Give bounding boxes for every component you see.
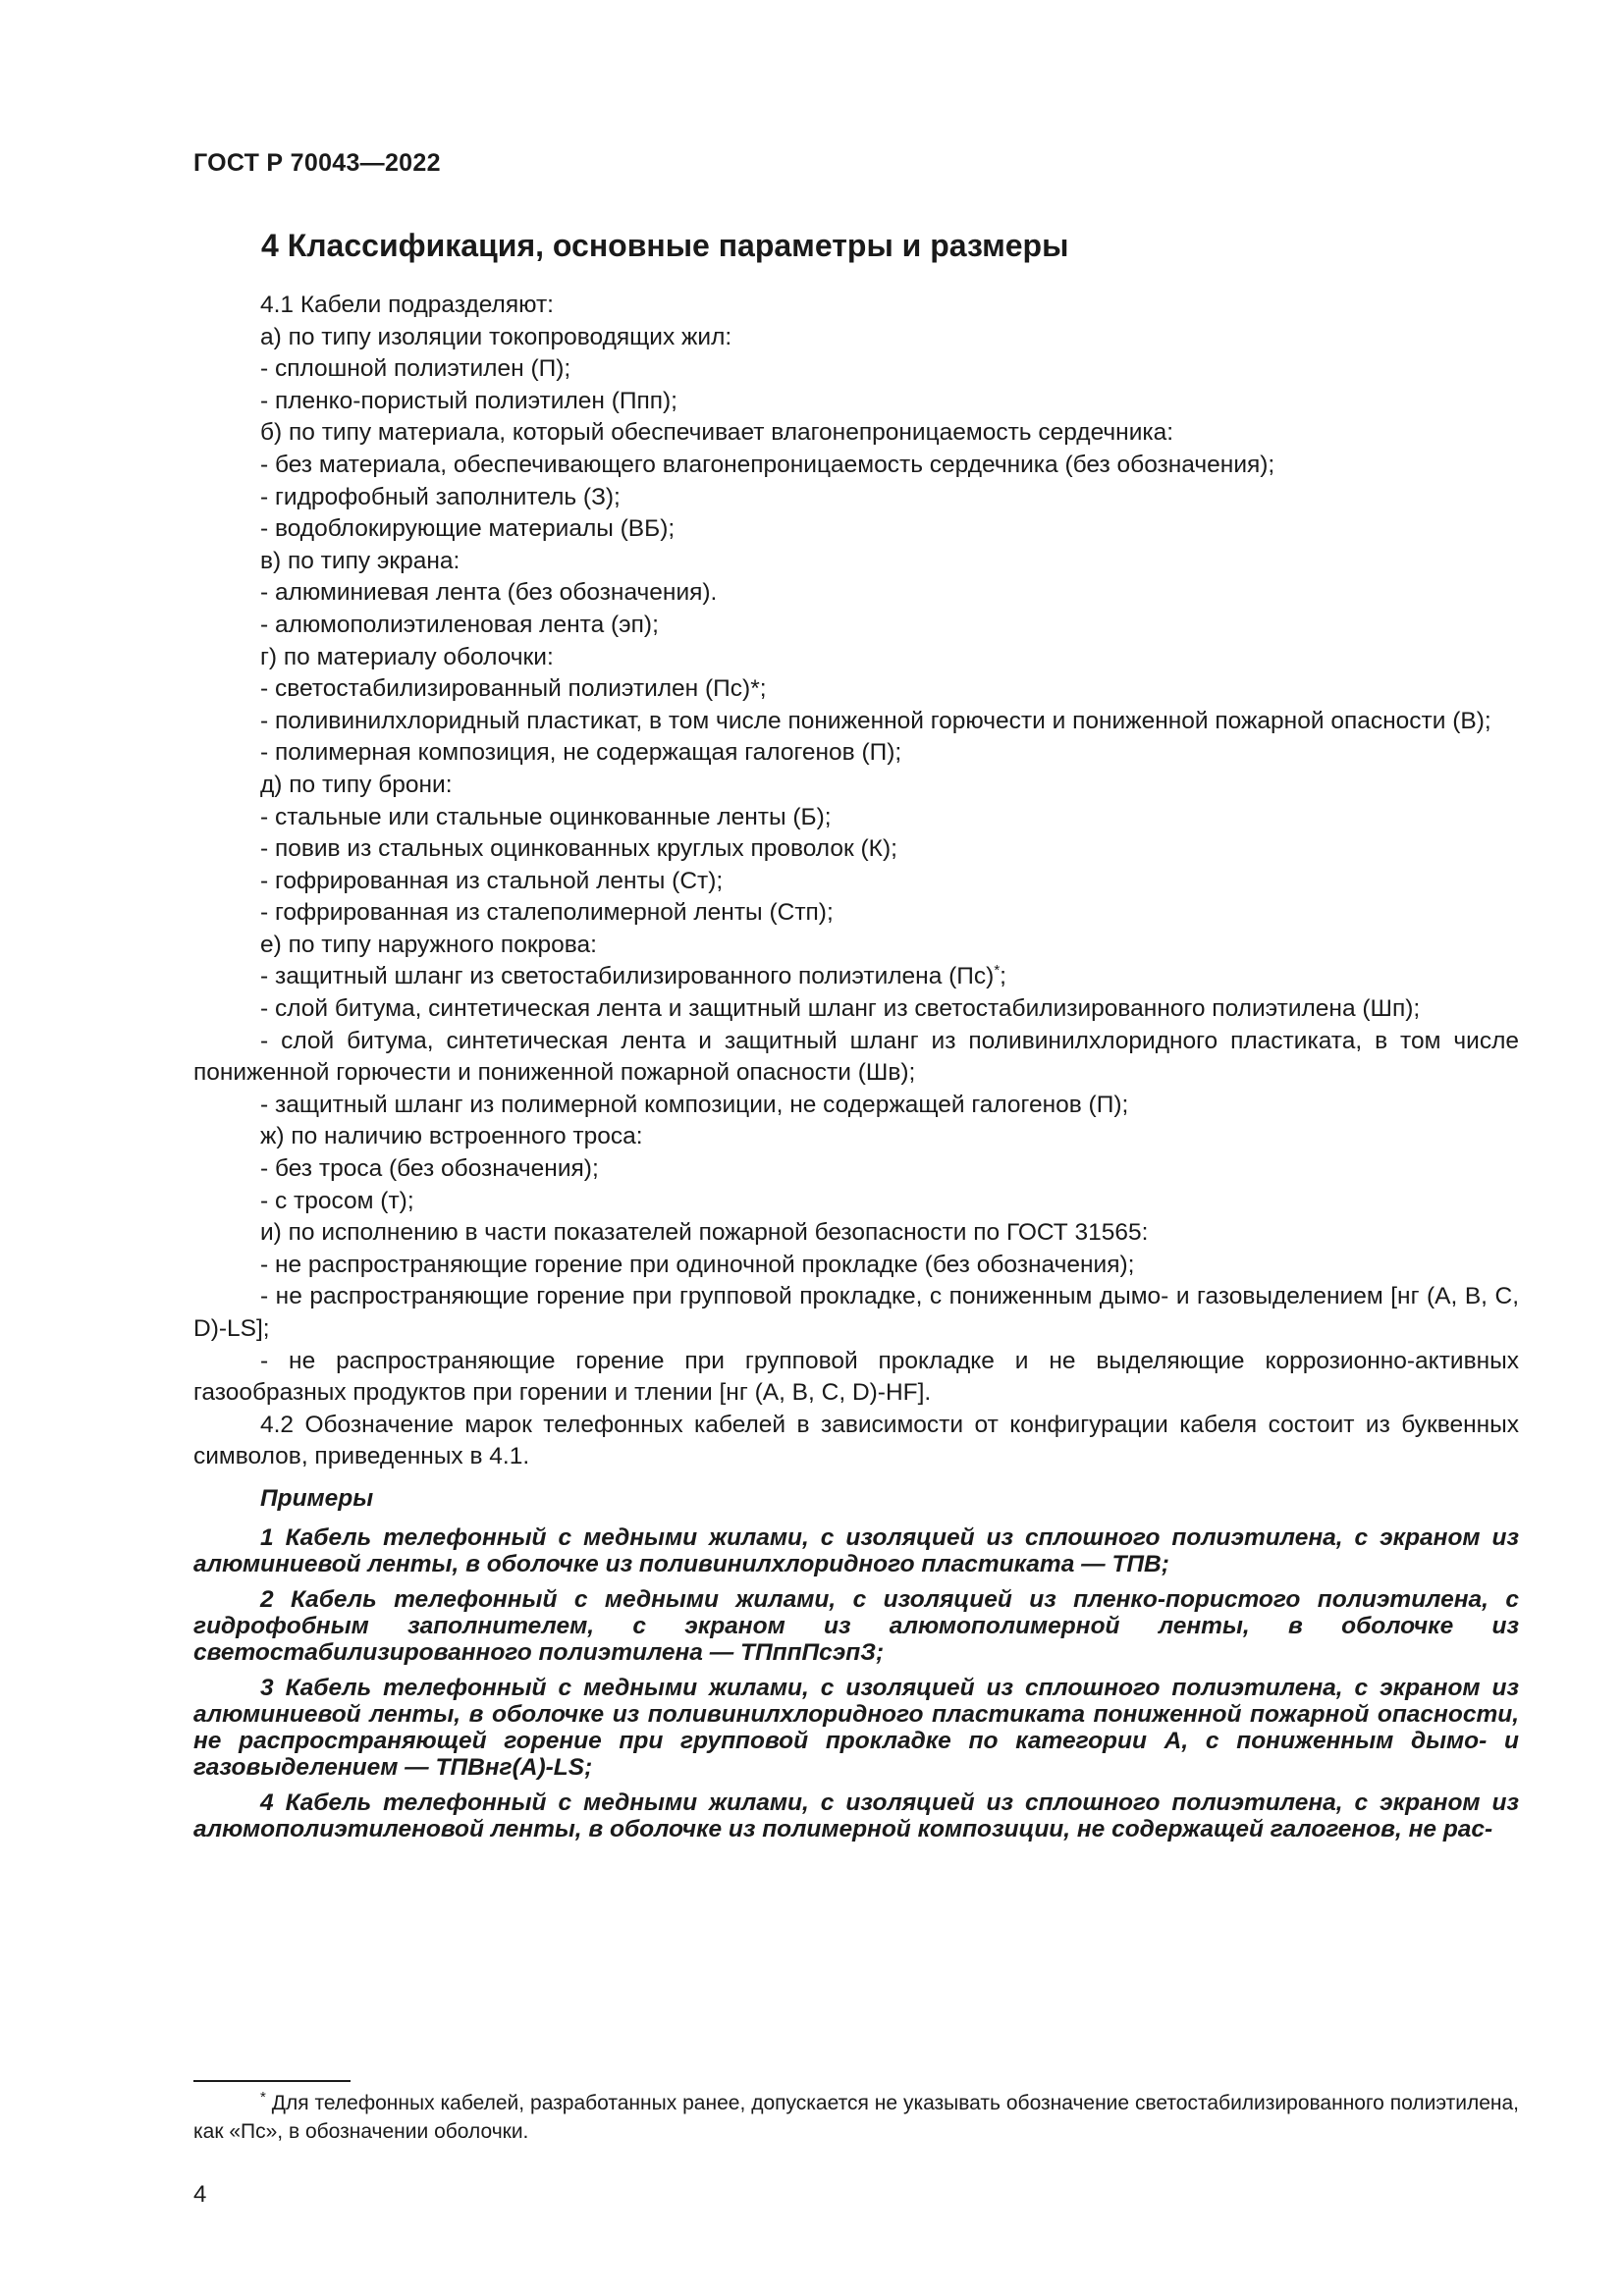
list-item: - слой битума, синтетическая лента и защитный шланг из поливинилхлоридного пластиката, в том числе пониженной горючести и пониженной пожарной опасности (Шв); (193, 1027, 1519, 1087)
list-item: - не распространяющие горение при одиночной прокладке (без обозначения); (260, 1251, 1135, 1278)
section-body (193, 290, 1519, 1842)
list-item-text: - защитный шланг из светостабилизированного полиэтилена (Пс) (260, 963, 995, 990)
page-number: 4 (193, 2181, 207, 2208)
footnote-divider (193, 2080, 351, 2082)
list-item: - гофрированная из сталеполимерной ленты (Стп); (260, 899, 834, 927)
list-item: г) по материалу оболочки: (260, 643, 554, 670)
list-item: - не распространяющие горение при групповой прокладке и не выделяющие коррозионно-активных газообразных продуктов при горении и тлении [нг (A, B, C, D)-HF]. (193, 1347, 1519, 1407)
list-item-with-footnote-ref (193, 961, 1519, 993)
list-item: - полимерная композиция, не содержащая галогенов (П); (260, 739, 902, 767)
example-item: 4 Кабель телефонный с медными жилами, с изоляцией из сплошного полиэтилена, с экраном из алюмополиэтиленовой ленты, в оболочке из полимерной композиции, не содержащей галогенов, не рас- (193, 1789, 1519, 1842)
examples-heading: Примеры (260, 1484, 374, 1512)
standard-code: ГОСТ Р 70043—2022 (193, 149, 441, 177)
section-title: 4 Классификация, основные параметры и размеры (261, 228, 1069, 263)
example-item: 2 Кабель телефонный с медными жилами, с изоляцией из пленко-пористого полиэтилена, с гидрофобным заполнителем, с экраном из алюмополимерной ленты, в оболочке из светостабилизированного полиэтилена — ТПппПсэпЗ; (193, 1585, 1519, 1666)
list-item: - слой битума, синтетическая лента и защитный шланг из светостабилизированного полиэтилена (Шп); (260, 995, 1421, 1023)
list-item: - повив из стальных оцинкованных круглых проволок (К); (260, 835, 897, 863)
footnote (193, 2089, 1519, 2146)
footnote-ref-mark: * (994, 962, 1001, 980)
list-item: - сплошной полиэтилен (П); (260, 355, 571, 383)
paragraph-4-2: 4.2 Обозначение марок телефонных кабелей в зависимости от конфигурации кабеля состоит из буквенных символов, приведенных в 4.1. (193, 1411, 1519, 1470)
example-item: 1 Кабель телефонный с медными жилами, с изоляцией из сплошного полиэтилена, с экраном из алюминиевой ленты, в оболочке из поливинилхлоридного пластиката — ТПВ; (193, 1523, 1519, 1577)
list-item: и) по исполнению в части показателей пожарной безопасности по ГОСТ 31565: (260, 1219, 1149, 1247)
list-item: - алюминиевая лента (без обозначения). (260, 579, 718, 607)
list-item: - стальные или стальные оцинкованные ленты (Б); (260, 803, 832, 830)
list-item: - без троса (без обозначения); (260, 1155, 599, 1183)
list-item: - светостабилизированный полиэтилен (Пс)*; (260, 675, 767, 703)
list-item: - защитный шланг из полимерной композиции, не содержащей галогенов (П); (260, 1091, 1129, 1118)
example-item: 3 Кабель телефонный с медными жилами, с изоляцией из сплошного полиэтилена, с экраном из алюминиевой ленты, в оболочке из поливинилхлоридного пластиката пониженной пожарной опасности, не распространяющей горение при групповой прокладке по категории А, с пониженным дымо- и газовыделением — ТПВнг(А)-LS; (193, 1674, 1519, 1781)
list-item: е) по типу наружного покрова: (260, 931, 597, 958)
paragraph-4-1: 4.1 Кабели подразделяют: (260, 292, 554, 318)
list-item: в) по типу экрана: (260, 547, 460, 574)
footnote-text: Для телефонных кабелей, разработанных ранее, допускается не указывать обозначение светостабилизированного полиэтилена, как «Пс», в обозначении оболочки. (193, 2092, 1519, 2143)
list-item: - без материала, обеспечивающего влагонепроницаемость сердечника (без обозначения); (260, 451, 1275, 478)
list-item-tail: ; (1000, 963, 1006, 990)
list-item: б) по типу материала, который обеспечивает влагонепроницаемость сердечника: (260, 419, 1174, 447)
list-item: - не распространяющие горение при групповой прокладке, с пониженным дымо- и газовыделением [нг (A, B, C, D)-LS]; (193, 1283, 1519, 1342)
list-item: - алюмополиэтиленовая лента (эп); (260, 611, 659, 638)
footnote-mark: * (260, 2089, 266, 2106)
list-item: - поливинилхлоридный пластикат, в том числе пониженной горючести и пониженной пожарной опасности (В); (260, 707, 1491, 734)
list-item: - пленко-пористый полиэтилен (Ппп); (260, 387, 677, 414)
list-item: а) по типу изоляции токопроводящих жил: (260, 323, 732, 350)
list-item: - водоблокирующие материалы (ВБ); (260, 515, 676, 543)
list-item: - с тросом (т); (260, 1187, 414, 1214)
list-item: - гидрофобный заполнитель (З); (260, 483, 621, 510)
list-item: - гофрированная из стальной ленты (Ст); (260, 867, 724, 894)
list-item: д) по типу брони: (260, 771, 453, 798)
list-item: ж) по наличию встроенного троса: (260, 1123, 643, 1150)
